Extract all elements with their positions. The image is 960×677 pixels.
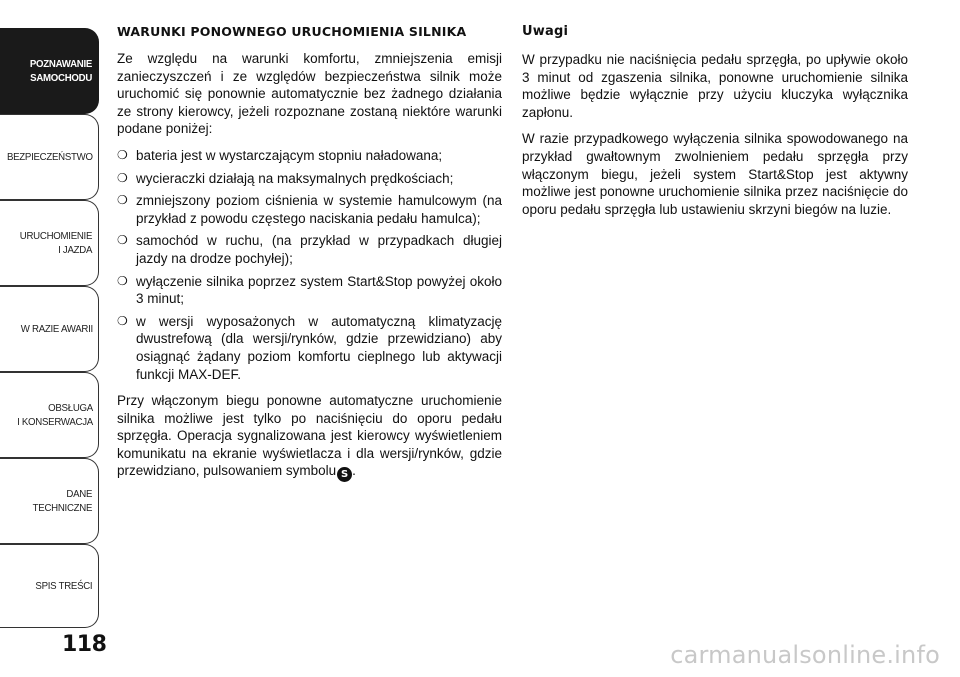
list-item-text: w wersji wyposażonych w automatyczną klimatyzację dwustrefową (dla wersji/rynków, gdzie przewidziano) aby osiągnąć żądany poziom komfortu cieplnego lub aktywacji funkcji MAX-DEF.: [136, 313, 502, 382]
tab-label: BEZPIECZEŃSTWO: [6, 151, 93, 163]
page-number: 118: [62, 632, 107, 657]
list-item-text: wycieraczki działają na maksymalnych prędkościach;: [136, 170, 454, 186]
list-item: [117, 147, 502, 165]
closing-text: Przy włączonym biegu ponowne automatyczne uruchomienie silnika możliwe jest tylko po naciśnięciu do oporu pedału sprzęgła. Operacja sygnalizowana jest kierowcy wyświetleniem komunikatu na ekranie wyświetlacza i dla wersji/rynków, gdzie przewidziano, pulsowaniem symbolu: [117, 393, 502, 479]
start-stop-symbol-icon: S: [337, 467, 352, 482]
tab-label: POZNAWANIE SAMOCHODU: [30, 58, 93, 84]
list-item: [117, 192, 502, 227]
tab-w-razie-awarii[interactable]: [0, 286, 99, 372]
tab-label: SPIS TREŚCI: [35, 580, 93, 592]
list-item-text: samochód w ruchu, (na przykład w przypadkach długiej jazdy na drodze pochyłej);: [136, 233, 502, 266]
closing-paragraph: [117, 392, 502, 482]
tab-dane-techniczne[interactable]: [0, 458, 99, 544]
list-item: [117, 273, 502, 308]
hollow-circle-bullet-icon: ❍: [117, 233, 128, 248]
list-item-text: wyłączenie silnika poprzez system Start&Stop powyżej około 3 minut;: [136, 273, 502, 307]
tab-label: OBSŁUGA I KONSERWACJA: [16, 402, 93, 428]
list-item-text: zmniejszony poziom ciśnienia w systemie hamulcowym (na przykład z powodu częstego naciskania pedału hamulca);: [136, 193, 502, 226]
watermark: carmanualsonline.info: [670, 641, 940, 669]
closing-end: .: [352, 463, 356, 479]
notes-paragraph-1: W przypadku nie naciśnięcia pedału sprzęgła, po upływie około 3 minut od zgaszenia silnika, ponowne uruchomienie silnika możliwe będzie wyłącznie przy użyciu kluczyka wyłącznika zapłonu.: [522, 52, 908, 120]
conditions-list: [117, 147, 502, 383]
list-item-text: bateria jest w wystarczającym stopniu naładowana;: [136, 147, 443, 163]
list-item: [117, 313, 502, 383]
notes-heading: Uwagi: [522, 24, 569, 39]
hollow-circle-bullet-icon: ❍: [117, 193, 128, 208]
tab-poznawanie-samochodu[interactable]: [0, 28, 99, 114]
notes-paragraph-2: W razie przypadkowego wyłączenia silnika spowodowanego na przykład gwałtownym zwolnieniem pedału sprzęgła przy włączonym biegu, jeżeli system Start&Stop jest aktywny możliwe jest ponowne uruchomienie silnika przez naciśnięcie do oporu pedału sprzęgła lub ustawieniu skrzyni biegów na luzie.: [522, 131, 908, 217]
hollow-circle-bullet-icon: ❍: [117, 170, 128, 185]
left-column: [117, 24, 502, 491]
hollow-circle-bullet-icon: ❍: [117, 313, 128, 328]
tab-uruchomienie-i-jazda[interactable]: [0, 200, 99, 286]
hollow-circle-bullet-icon: ❍: [117, 273, 128, 288]
tab-bezpieczenstwo[interactable]: [0, 114, 99, 200]
tab-label: W RAZIE AWARII: [20, 323, 93, 335]
tab-label: DANE TECHNICZNE: [32, 488, 93, 514]
tab-obsluga-i-konserwacja[interactable]: [0, 372, 99, 458]
right-column: [522, 24, 908, 227]
tab-label: URUCHOMIENIE I JAZDA: [20, 230, 93, 256]
hollow-circle-bullet-icon: ❍: [117, 147, 128, 162]
intro-paragraph: Ze względu na warunki komfortu, zmniejszenia emisji zanieczyszczeń i ze względów bezpieczeństwa silnik może uruchomić się ponownie automatycznie bez żadnego działania ze strony kierowcy, jeżeli rozpoznane zostaną niektóre warunki podane poniżej:: [117, 51, 502, 137]
list-item: [117, 232, 502, 267]
section-heading: WARUNKI PONOWNEGO URUCHOMIENIA SILNIKA: [117, 24, 467, 39]
list-item: [117, 170, 502, 188]
tab-spis-tresci[interactable]: [0, 544, 99, 628]
